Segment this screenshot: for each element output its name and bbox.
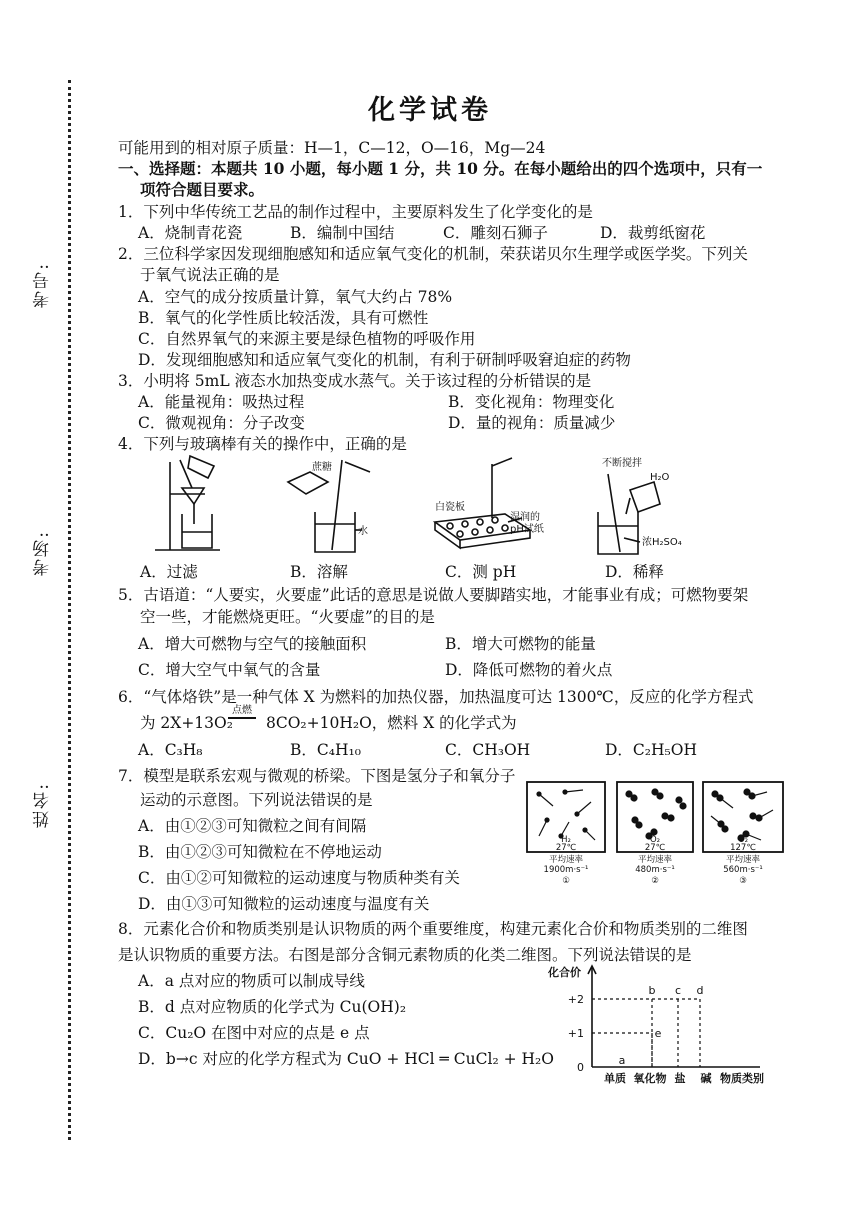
- box2-num: ②: [651, 876, 659, 884]
- box1-speed-label: 平均速率: [548, 855, 584, 865]
- box1-gas: H₂: [561, 835, 571, 845]
- q4-stem: 4．下列与玻璃棒有关的操作中，正确的是: [118, 435, 407, 453]
- q7-molecule-figure: [525, 780, 787, 884]
- box3-num: ③: [739, 876, 747, 884]
- q1-stem: 1．下列中华传统工艺品的制作过程中，主要原料发生了化学变化的是: [118, 203, 593, 221]
- q5-option-a: A．增大可燃物与空气的接触面积: [138, 635, 367, 653]
- q3-stem: 3．小明将 5mL 液态水加热变成水蒸气。关于该过程的分析错误的是: [118, 372, 592, 390]
- q8-stem: 8．元素化合价和物质类别是认识物质的两个重要维度，构建元素化合价和物质类别的二维图: [118, 920, 748, 938]
- q4-apparatus-figure: [130, 452, 780, 562]
- ytick-label: +2: [567, 993, 584, 1006]
- q7-option-c: C．由①②可知微粒的运动速度与物质种类有关: [138, 869, 460, 887]
- q4-option-c: C．测 pH: [445, 563, 517, 581]
- q4-label-plate: 白瓷板: [435, 502, 465, 513]
- q5-option-c: C．增大空气中氧气的含量: [138, 661, 321, 679]
- q3-option-c: C．微观视角：分子改变: [138, 414, 305, 432]
- box2-gas: O₂: [649, 835, 661, 845]
- q5-stem-cont: 空一些，才能燃烧更旺。“火要虚”的目的是: [140, 608, 435, 626]
- q1-option-d: D．裁剪纸窗花: [600, 224, 706, 242]
- q8-stem-cont: 是认识物质的重要方法。右图是部分含铜元素物质的化类二维图。下列说法错误的是: [118, 946, 692, 964]
- q6-stem: 6．“气体烙铁”是一种气体 X 为燃料的加热仪器，加热温度可达 1300℃，反应的化学方程式: [118, 688, 754, 706]
- q8-valence-category-graph: [540, 962, 775, 1090]
- box3-speed: 560m·s⁻¹: [723, 865, 763, 875]
- q4-option-a: A．过滤: [140, 563, 198, 581]
- q6-option-b: B．C₄H₁₀: [290, 741, 361, 759]
- side-label-name: 姓名:: [33, 782, 53, 828]
- point-e: e: [654, 1027, 662, 1040]
- point-a: a: [618, 1054, 626, 1067]
- q4-label-water: 水: [358, 526, 368, 537]
- q4-label-ph-paper: pH试纸: [510, 524, 544, 535]
- q4-option-b: B．溶解: [290, 563, 348, 581]
- page-title: 化学试卷: [368, 95, 492, 126]
- section1-heading-cont: 项符合题目要求。: [140, 180, 265, 199]
- box2-temp: 27℃: [644, 843, 666, 853]
- filtration-apparatus: [155, 456, 220, 550]
- q7-option-d: D．由①③可知微粒的运动速度与温度有关: [138, 895, 430, 913]
- q8-option-c: C．Cu₂O 在图中对应的点是 e 点: [138, 1024, 370, 1042]
- graph-xlabel: 物质类别: [720, 1072, 764, 1085]
- q7-option-a: A．由①②③可知微粒之间有间隔: [138, 817, 367, 835]
- q4-label-acid: 浓H₂SO₄: [642, 537, 682, 548]
- q5-option-b: B．增大可燃物的能量: [445, 635, 596, 653]
- box2-speed-label: 平均速率: [637, 855, 673, 865]
- category-label: 氧化物: [633, 1072, 667, 1085]
- q5-stem: 5．古语道：“人要实，火要虚”此话的意思是说做人要脚踏实地，才能事业有成；可燃物要架: [118, 586, 749, 604]
- q6-option-c: C．CH₃OH: [445, 741, 531, 759]
- q3-option-a: A．能量视角：吸热过程: [138, 393, 305, 411]
- point-c: c: [674, 984, 682, 997]
- box3-gas: O₂: [737, 835, 749, 845]
- q2-option-d: D．发现细胞感知和适应氧气变化的机制，有利于研制呼吸窘迫症的药物: [138, 351, 631, 369]
- box1-speed: 1900m·s⁻¹: [543, 865, 589, 875]
- binding-dotted-line: [68, 80, 71, 1140]
- q2-option-b: B．氧气的化学性质比较活泼，具有可燃性: [138, 309, 429, 327]
- q5-option-d: D．降低可燃物的着火点: [445, 661, 613, 679]
- q3-option-b: B．变化视角：物理变化: [448, 393, 615, 411]
- graph-ylabel: 化合价: [548, 966, 581, 979]
- dissolution-apparatus: [288, 460, 370, 552]
- q1-option-a: A．烧制青花瓷: [138, 224, 243, 242]
- q2-stem: 2．三位科学家因发现细胞感知和适应氧气变化的机制，荣获诺贝尔生理学或医学奖。下列关: [118, 245, 748, 263]
- q8-option-a: A．a 点对应的物质可以制成导线: [138, 972, 365, 990]
- q1-option-c: C．雕刻石狮子: [443, 224, 548, 242]
- q8-option-d: D．b→c 对应的化学方程式为 CuO + HCl ═ CuCl₂ + H₂O: [138, 1050, 554, 1068]
- q8-option-b: B．d 点对应物质的化学式为 Cu(OH)₂: [138, 998, 407, 1016]
- atomic-masses: 可能用到的相对原子质量：H—1，C—12，O—16，Mg—24: [118, 139, 546, 157]
- point-b: b: [648, 984, 656, 997]
- q4-label-stir: 不断搅拌: [602, 458, 642, 469]
- q7-stem-cont: 运动的示意图。下列说法错误的是: [140, 791, 373, 809]
- q4-label-h2o: H₂O: [650, 472, 670, 483]
- q6-equation-right: 8CO₂+10H₂O，燃料 X 的化学式为: [266, 714, 517, 732]
- box2-speed: 480m·s⁻¹: [635, 865, 675, 875]
- ytick-label: 0: [577, 1061, 584, 1074]
- box1-temp: 27℃: [555, 843, 577, 853]
- box1-num: ①: [562, 876, 570, 884]
- section1-heading: 一、选择题：本题共 10 小题，每小题 1 分，共 10 分。在每小题给出的四个选项中，只有一: [118, 159, 763, 178]
- side-label-exam-room: 考场:: [33, 530, 53, 576]
- point-d: d: [696, 984, 704, 997]
- q1-option-b: B．编制中国结: [290, 224, 395, 242]
- q2-stem-cont: 于氧气说法正确的是: [140, 266, 280, 284]
- q7-option-b: B．由①②③可知微粒在不停地运动: [138, 843, 382, 861]
- q4-option-d: D．稀释: [605, 563, 664, 581]
- q6-equation-left: 为 2X+13O₂: [140, 714, 233, 732]
- side-label-exam-no: 考号:: [33, 262, 53, 308]
- category-label: 碱: [700, 1072, 712, 1085]
- q7-stem: 7．模型是联系宏观与微观的桥梁。下图是氢分子和氧分子: [118, 767, 516, 785]
- category-label: 盐: [674, 1072, 686, 1085]
- ytick-label: +1: [567, 1027, 584, 1040]
- q2-option-a: A．空气的成分按质量计算，氧气大约占 78%: [138, 288, 453, 306]
- box3-temp: 127℃: [730, 843, 756, 853]
- q6-option-d: D．C₂H₅OH: [605, 741, 697, 759]
- q6-ignite-condition: 点燃: [228, 705, 256, 719]
- q3-option-d: D．量的视角：质量减少: [448, 414, 616, 432]
- box3-speed-label: 平均速率: [725, 855, 761, 865]
- q6-option-a: A．C₃H₈: [138, 741, 203, 759]
- q4-label-wet: 湿润的: [510, 512, 540, 523]
- category-label: 单质: [604, 1072, 626, 1085]
- q4-label-sugar: 蔗糖: [312, 462, 332, 473]
- q2-option-c: C．自然界氧气的来源主要是绿色植物的呼吸作用: [138, 330, 476, 348]
